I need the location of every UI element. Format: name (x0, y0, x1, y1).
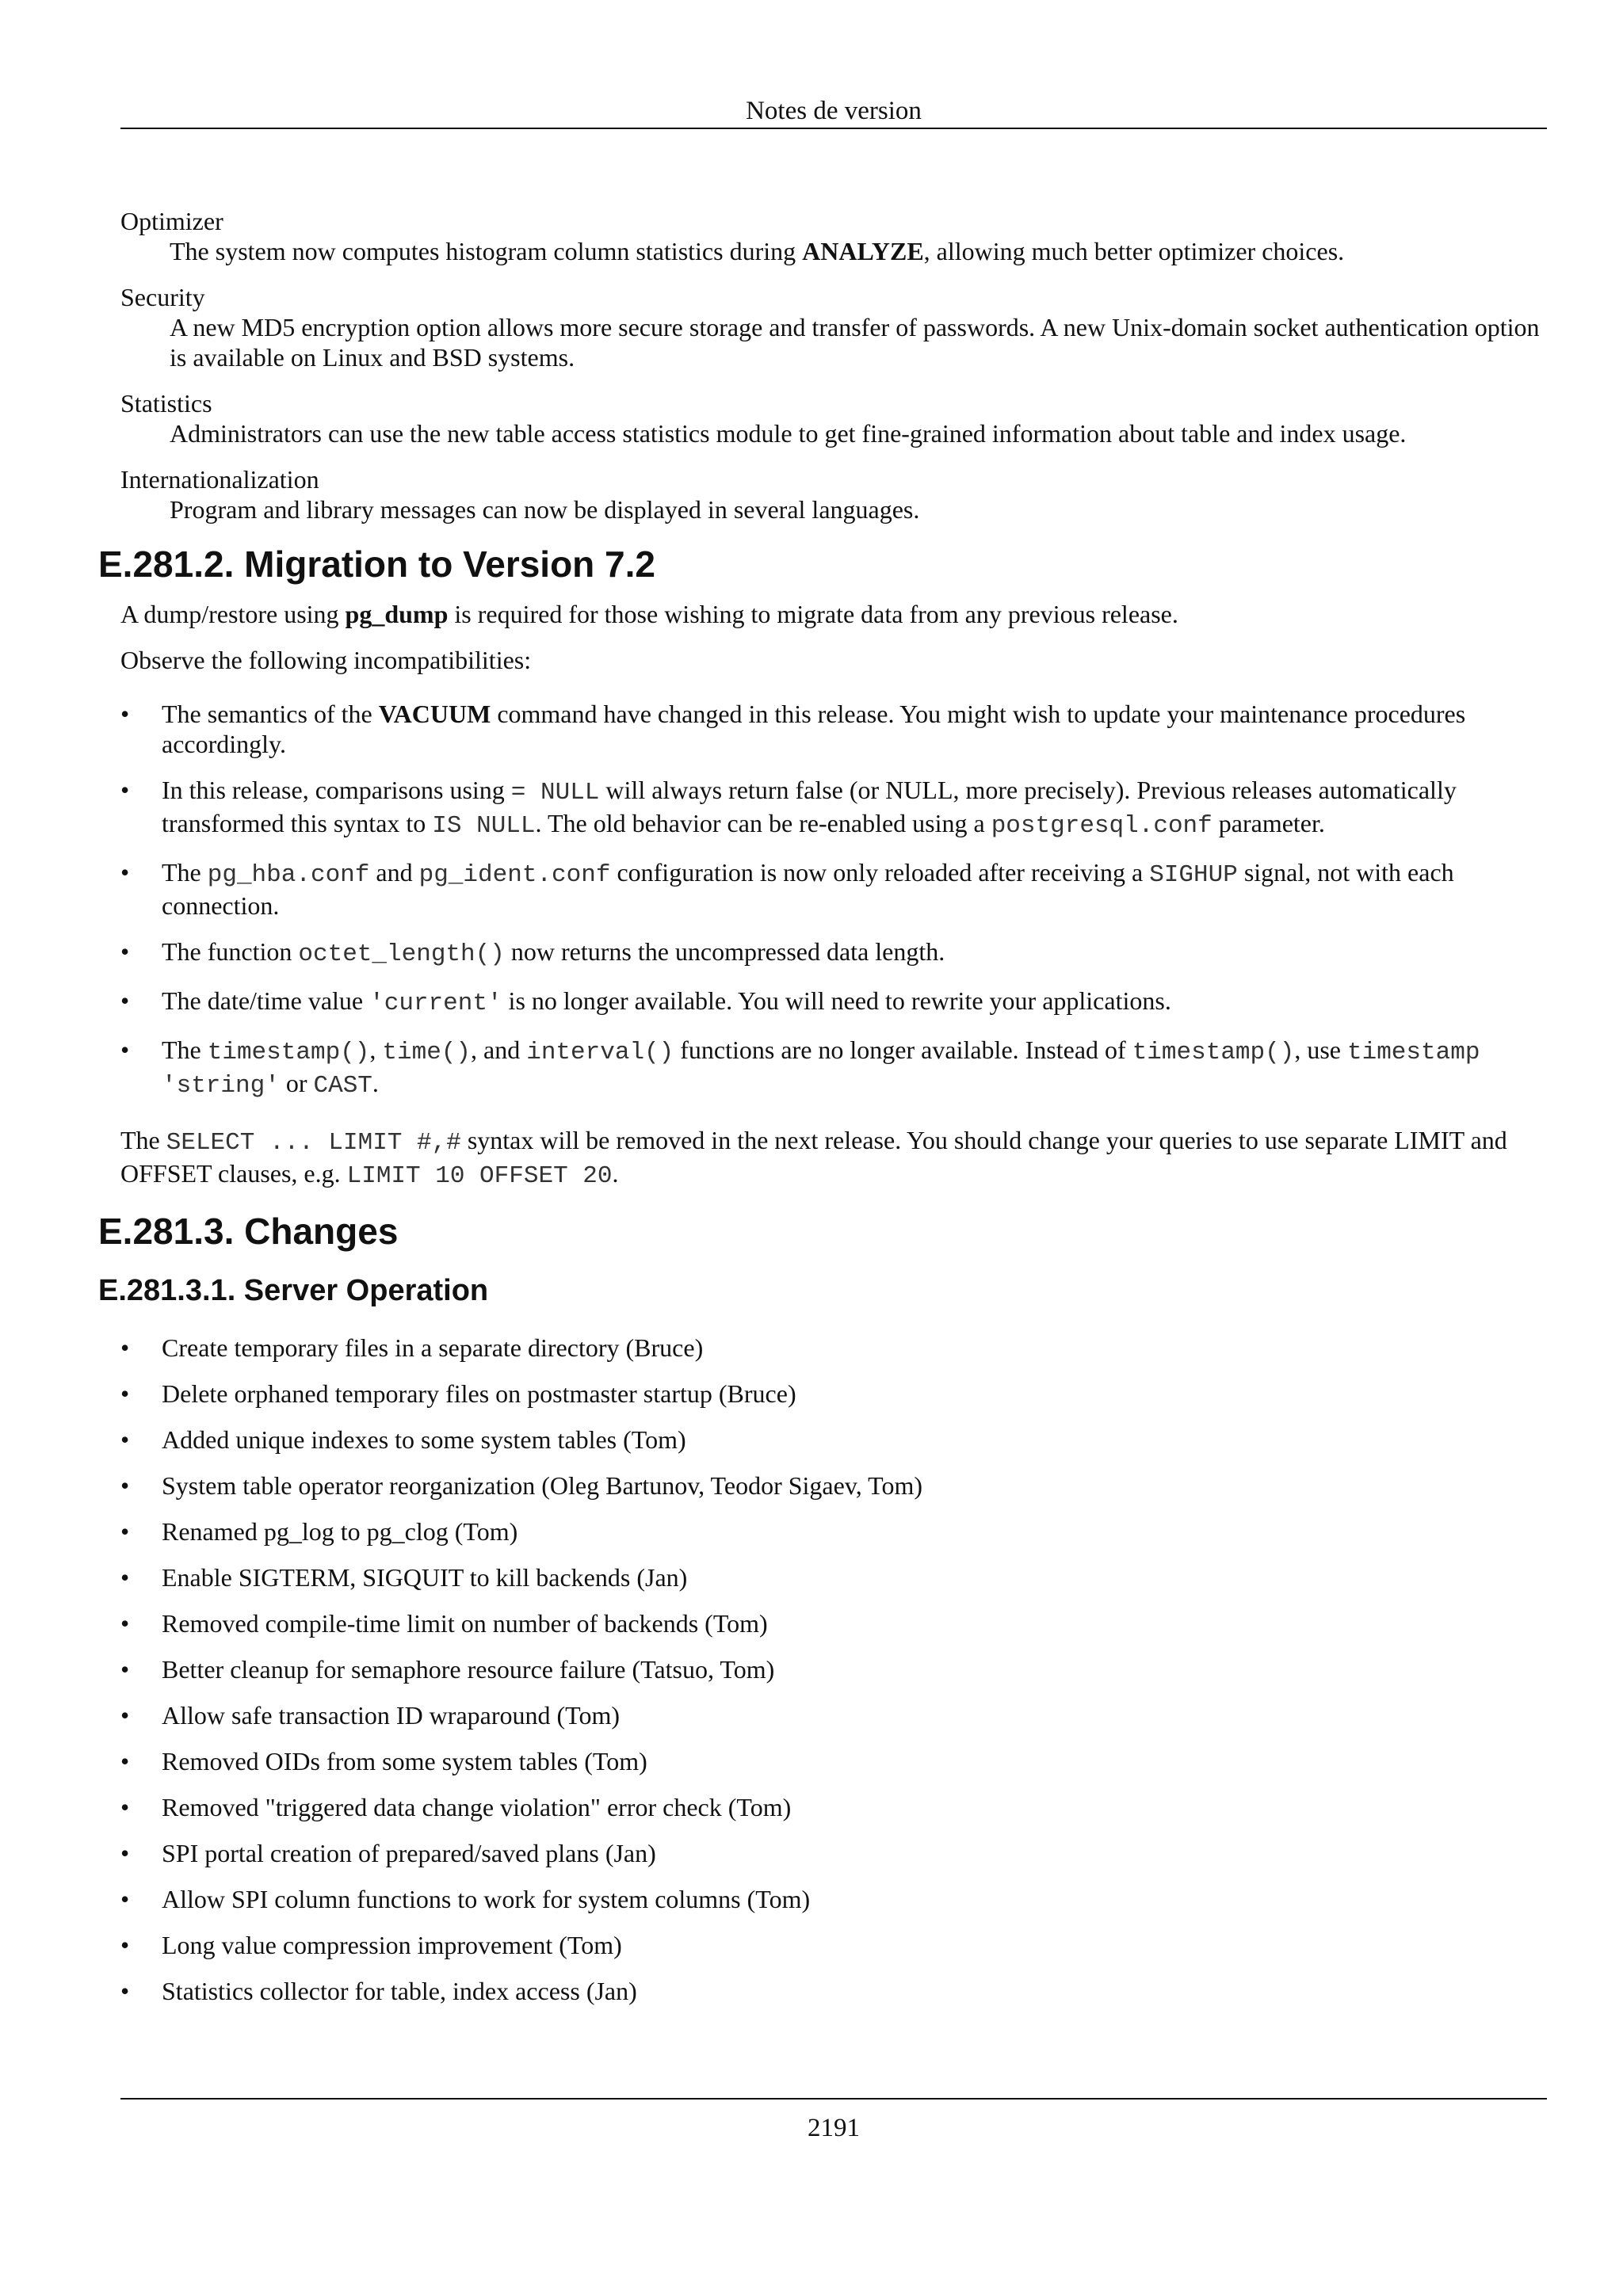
list-item (120, 1333, 1547, 1363)
code-literal: = NULL (510, 779, 600, 807)
item-text: The function (162, 937, 299, 966)
code-literal: pg_ident.conf (418, 861, 611, 889)
code-literal: time() (382, 1039, 472, 1066)
code-literal: timestamp() (1132, 1039, 1295, 1066)
definition-optimizer (170, 236, 1547, 266)
item-text: Better cleanup for semaphore resource failure (Tatsuo, Tom) (162, 1655, 775, 1684)
incompatibilities-list (120, 699, 1547, 1101)
term-internationalization: Internationalization (120, 465, 319, 494)
bullet-icon: • (120, 1379, 130, 1408)
item-text: functions are no longer available. Instead of (674, 1035, 1132, 1064)
bullet-icon: • (120, 1517, 130, 1546)
item-text: . (372, 1069, 379, 1097)
server-operation-list (120, 1333, 1547, 2006)
item-text: or (279, 1069, 314, 1097)
intro-definition-list (120, 206, 1547, 524)
item-text: Enable SIGTERM, SIGQUIT to kill backends (Jan) (162, 1563, 688, 1592)
bullet-icon: • (120, 776, 130, 804)
term-security: Security (120, 283, 205, 311)
item-text: and (369, 858, 419, 887)
item-text: The date/time value (162, 986, 370, 1015)
item-text: Create temporary files in a separate directory (Bruce) (162, 1333, 704, 1362)
limit-syntax-paragraph (120, 1125, 1547, 1192)
incompatibilities-intro: Observe the following incompatibilities: (120, 646, 532, 674)
item-text: now returns the uncompressed data length. (504, 937, 945, 966)
code-literal: timestamp() (207, 1039, 370, 1066)
list-item (120, 1562, 1547, 1592)
paragraph-text: A dump/restore using (120, 600, 346, 628)
code-literal: interval() (526, 1039, 674, 1066)
list-item (120, 699, 1547, 759)
code-literal: CAST (313, 1072, 372, 1100)
item-text: is no longer available. You will need to rewrite your applications. (502, 986, 1171, 1015)
bullet-icon: • (120, 1563, 130, 1592)
subsection-heading-server-operation: E.281.3.1. Server Operation (98, 1274, 489, 1307)
code-literal: SIGHUP (1149, 861, 1238, 889)
command-name: pg_dump (345, 600, 449, 628)
bullet-icon: • (120, 700, 130, 728)
item-text: The semantics of the (162, 700, 379, 728)
list-item (120, 936, 1547, 970)
migration-intro-paragraph (120, 599, 1547, 629)
list-item (120, 1700, 1547, 1730)
code-literal: LIMIT 10 OFFSET 20 (346, 1162, 613, 1190)
list-item (120, 1746, 1547, 1776)
bullet-icon: • (120, 1747, 130, 1775)
definition-security: A new MD5 encryption option allows more secure storage and transfer of passwords. A new Unix-domain socket authentication option is available on Linux and BSD systems. (170, 313, 1540, 372)
bullet-icon: • (120, 1701, 130, 1730)
section-heading-migration: E.281.2. Migration to Version 7.2 (98, 543, 656, 585)
item-text: will always return false (or NULL, more precisely). Previous releases automatically transformed this syntax to (162, 776, 1457, 837)
item-text: Delete orphaned temporary files on postmaster startup (Bruce) (162, 1379, 796, 1408)
item-text: In this release, comparisons using (162, 776, 511, 804)
item-text: configuration is now only reloaded after receiving a (610, 858, 1150, 887)
list-item (120, 1425, 1547, 1455)
list-item (120, 1792, 1547, 1822)
item-text: Removed compile-time limit on number of backends (Tom) (162, 1609, 768, 1638)
command-name: ANALYZE (802, 237, 924, 265)
list-item (120, 1379, 1547, 1409)
code-literal: SELECT ... LIMIT #,# (166, 1129, 461, 1157)
code-literal: postgresql.conf (991, 812, 1212, 840)
code-literal: pg_hba.conf (207, 861, 370, 889)
list-item (120, 1654, 1547, 1684)
item-text: Renamed pg_log to pg_clog (Tom) (162, 1517, 518, 1546)
definition-statistics: Administrators can use the new table access statistics module to get fine-grained information about table and index usage. (170, 419, 1407, 448)
paragraph-text: is required for those wishing to migrate data from any previous release. (448, 600, 1178, 628)
bullet-icon: • (120, 1931, 130, 1959)
page-number: 2191 (808, 2114, 860, 2142)
bullet-icon: • (120, 1655, 130, 1684)
bullet-icon: • (120, 858, 130, 887)
list-item (120, 1838, 1547, 1868)
item-text: signal, not with each connection. (162, 858, 1454, 920)
item-text: Long value compression improvement (Tom) (162, 1931, 622, 1959)
item-text: . The old behavior can be re-enabled using a (535, 809, 991, 837)
definition-text: The system now computes histogram column statistics during (170, 237, 803, 265)
list-item (120, 1516, 1547, 1547)
bullet-icon: • (120, 937, 130, 966)
bullet-icon: • (120, 1333, 130, 1362)
item-text: , use (1294, 1035, 1347, 1064)
item-text: , (369, 1035, 383, 1064)
item-text: Statistics collector for table, index access (Jan) (162, 1977, 637, 2005)
bullet-icon: • (120, 1839, 130, 1867)
item-text: Allow safe transaction ID wraparound (Tom) (162, 1701, 621, 1730)
definition-internationalization: Program and library messages can now be displayed in several languages. (170, 495, 920, 524)
item-text: parameter. (1212, 809, 1325, 837)
list-item (120, 1976, 1547, 2006)
paragraph-text: . (612, 1159, 619, 1188)
item-text: , and (471, 1035, 527, 1064)
list-item (120, 986, 1547, 1019)
bullet-icon: • (120, 1977, 130, 2005)
item-text: Allow SPI column functions to work for system columns (Tom) (162, 1885, 811, 1913)
running-header: Notes de version (746, 97, 922, 125)
definition-text: , allowing much better optimizer choices. (923, 237, 1345, 265)
item-text: The (162, 1035, 208, 1064)
bullet-icon: • (120, 1793, 130, 1821)
term-statistics: Statistics (120, 389, 212, 418)
list-item (120, 1608, 1547, 1638)
item-text: Removed "triggered data change violation" error check (Tom) (162, 1793, 792, 1821)
list-item (120, 857, 1547, 921)
paragraph-text: The (120, 1126, 166, 1154)
code-literal: timestamp 'string' (162, 1039, 1480, 1100)
term-optimizer: Optimizer (120, 207, 223, 235)
header-rule (120, 128, 1547, 129)
page-content (98, 206, 1547, 2022)
bullet-icon: • (120, 1885, 130, 1913)
item-text: SPI portal creation of prepared/saved plans (Jan) (162, 1839, 656, 1867)
bullet-icon: • (120, 1425, 130, 1454)
list-item (120, 1470, 1547, 1501)
bullet-icon: • (120, 1609, 130, 1638)
list-item (120, 1884, 1547, 1914)
section-heading-changes: E.281.3. Changes (98, 1211, 399, 1252)
code-literal: IS NULL (432, 812, 536, 840)
item-text: The (162, 858, 208, 887)
bullet-icon: • (120, 986, 130, 1015)
list-item (120, 1930, 1547, 1960)
item-text: System table operator reorganization (Oleg Bartunov, Teodor Sigaev, Tom) (162, 1471, 923, 1500)
list-item (120, 775, 1547, 841)
code-literal: octet_length() (298, 940, 505, 968)
bullet-icon: • (120, 1471, 130, 1500)
item-text: command have changed in this release. You might wish to update your maintenance procedures accordingly. (162, 700, 1466, 758)
footer-rule (120, 2098, 1547, 2100)
command-name: VACUUM (378, 700, 491, 728)
item-text: Removed OIDs from some system tables (Tom) (162, 1747, 647, 1775)
code-literal: 'current' (369, 990, 502, 1017)
paragraph-text: syntax will be removed in the next release. You should change your queries to use separate LIMIT and OFFSET clauses, e.g. (120, 1126, 1507, 1188)
bullet-icon: • (120, 1035, 130, 1064)
item-text: Added unique indexes to some system tables (Tom) (162, 1425, 686, 1454)
list-item (120, 1035, 1547, 1101)
